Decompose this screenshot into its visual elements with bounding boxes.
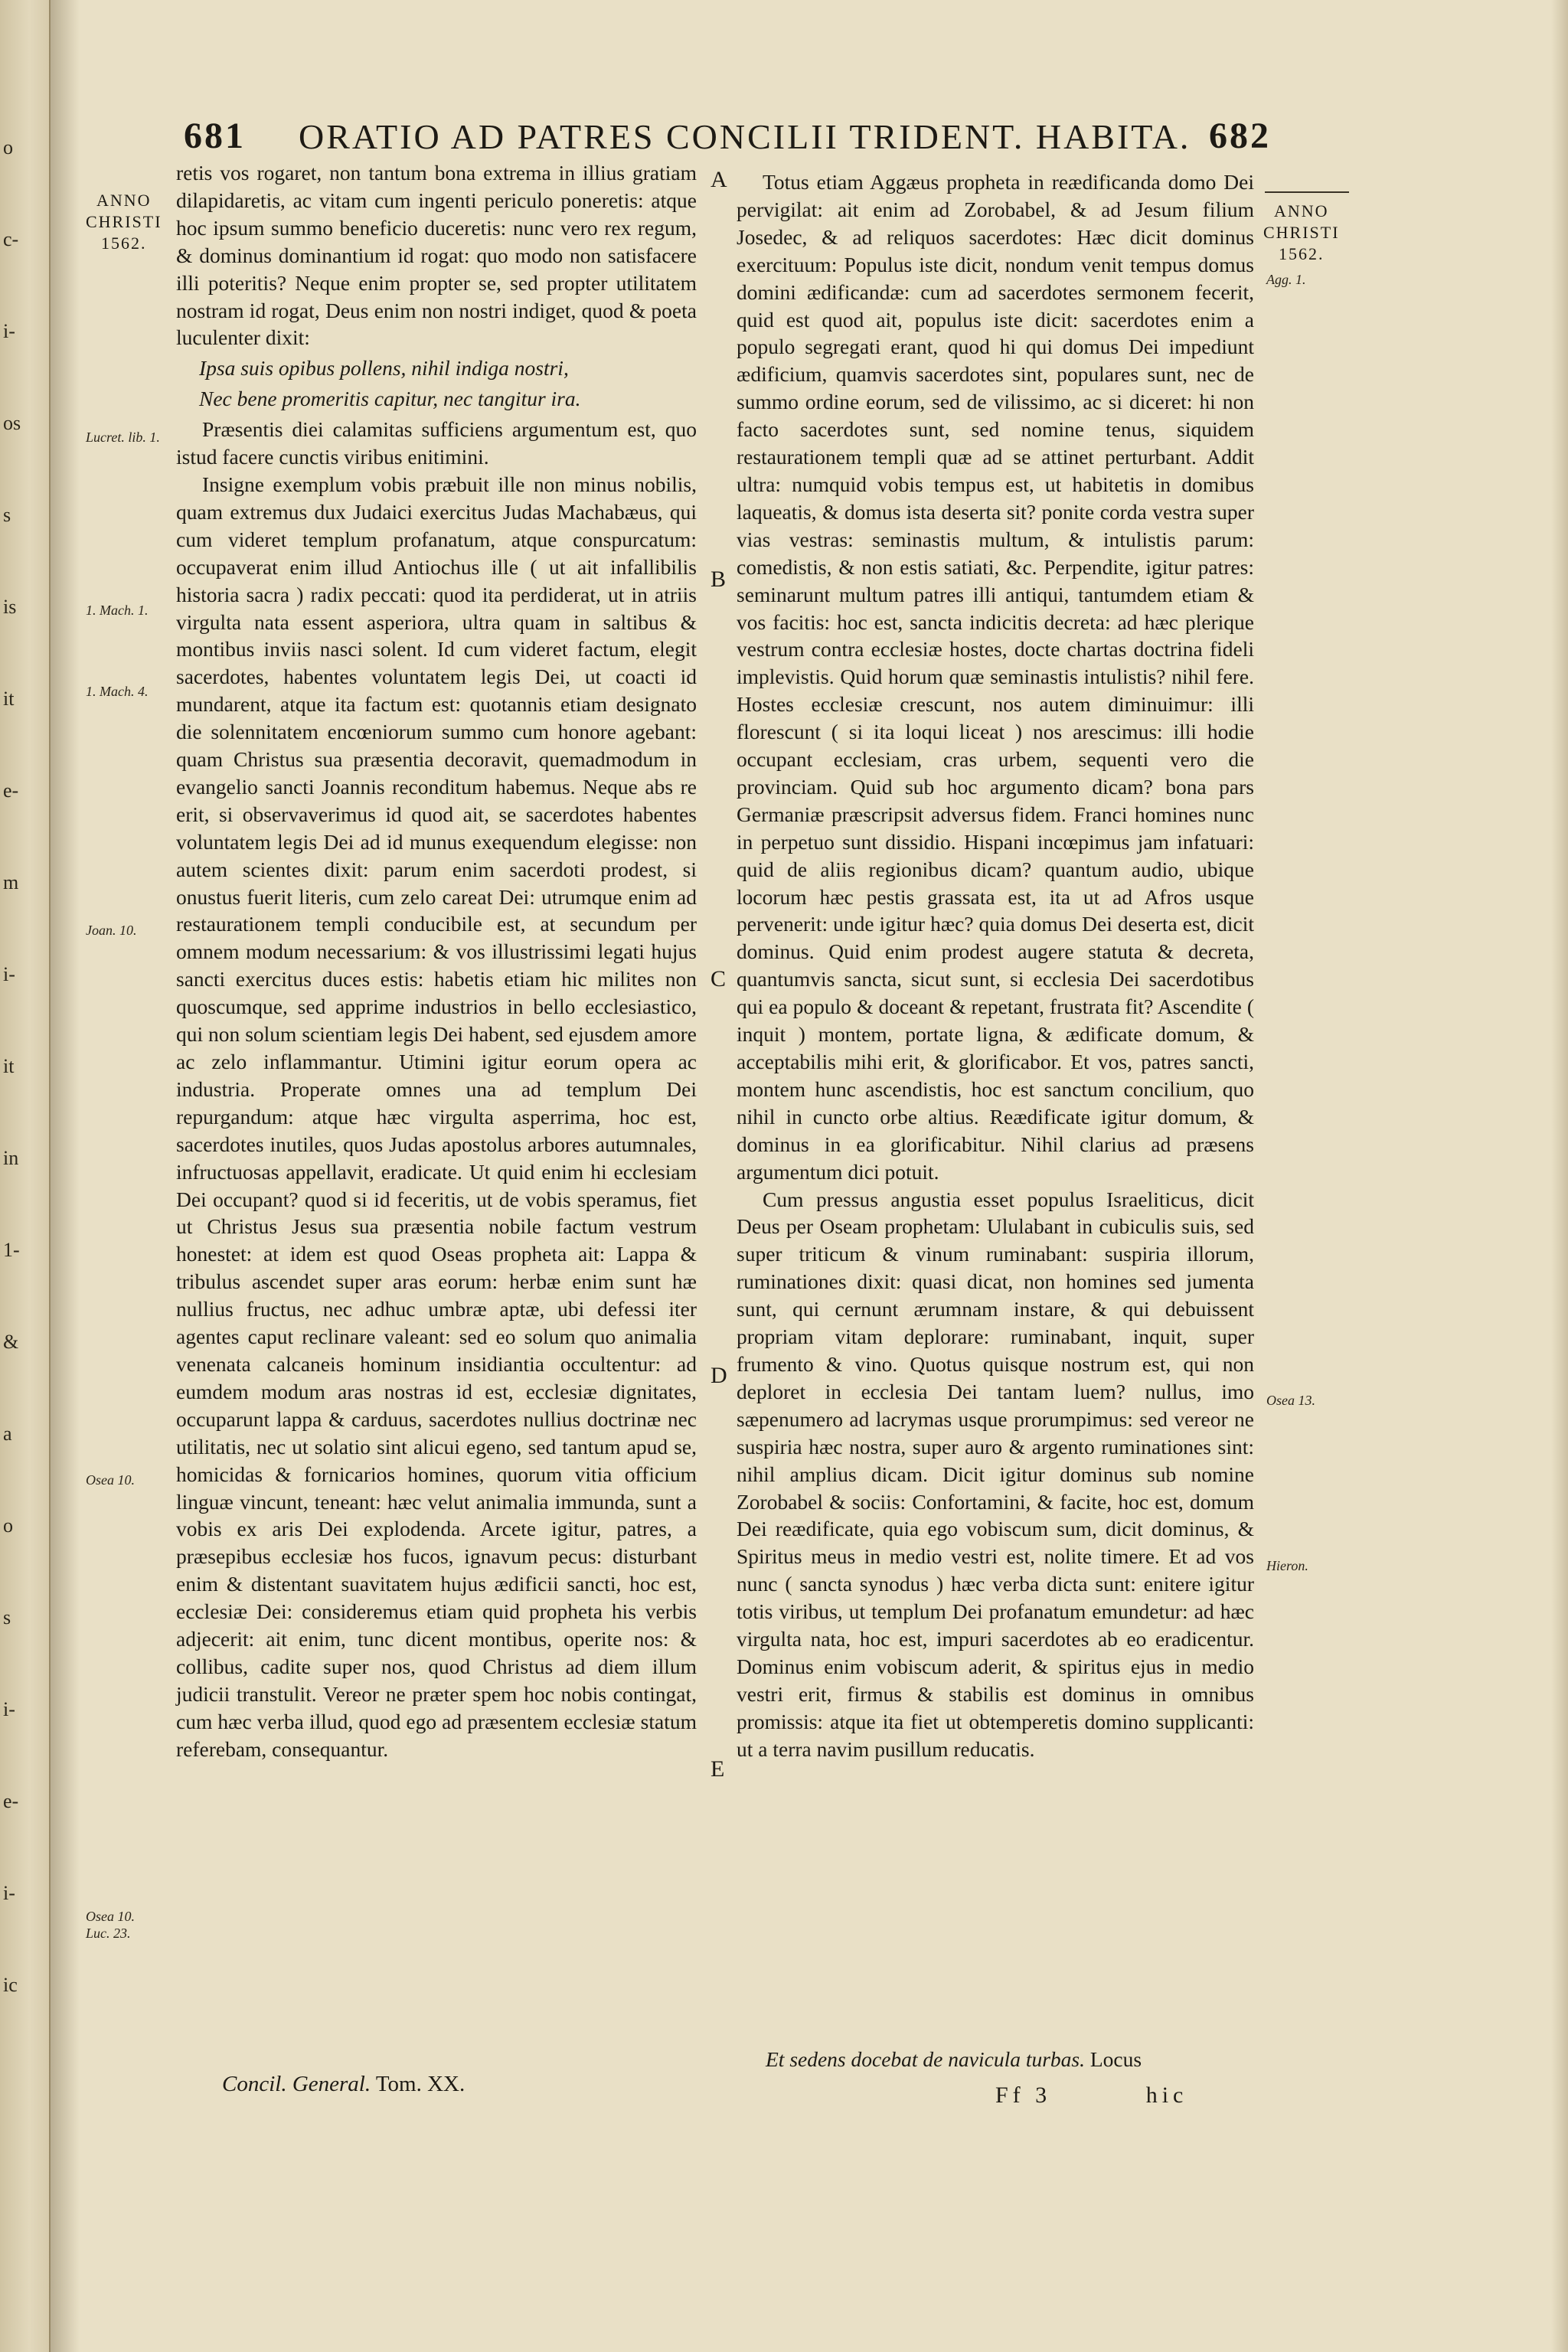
- previous-page-fragment: 1-: [3, 1239, 20, 1261]
- closing-word: Locus: [1089, 2047, 1142, 2071]
- margin-note: Joan. 10.: [86, 923, 137, 938]
- right-footer: [995, 2082, 1187, 2109]
- collection-title: Concil. General.: [222, 2072, 371, 2096]
- year-label: 1562.: [1279, 244, 1325, 263]
- paragraph: Insigne exemplum vobis præbuit ille non minus nobilis, quam extremus dux Judaici exercitus Judas Machabæus, qui cum videret templum profanatum, atque conspurcatum: occupaverat enim illud Antiochus ille ( ut ait infallibilis historia sacra ) radix peccati: quod ita perdiderat, ut in atriis virgulta nata essent asperiora, ultra quam in saltibus & montibus inviis nasci solent. Id cum videret factum, elegit sacerdotes, habentes voluntatem legis Dei, ut coacti id mundarent, atque ita factum est: quotannis etiam designato die solennitatem encœniorum summo cum honore agebant: quam Christus sua præsentia decoravit, quemadmodum in evangelio sancti Joannis reconditum habemus. Neque abs re erit, si observaverimus id quod ait, se sacerdotes habentes voluntatem legis Dei ad id munus exequendum elegisse: non autem scientes dixit: parum enim sacerdoti prodest, si onustus fuerit literis, cum zelo careat Dei: utrumque enim ad restaurationem templi conducibile est, at secundum per omnem modum necessarium: & vos illustrissimi legati hujus sancti exercitus duces estis: habetis etiam hic milites non quoscumque, sed apprime industrios in bello ecclesiastico, qui non solum scientiam legis Dei habent, sed ejusdem amore ac zelo inflammantur. Utimini igitur eorum opera ac industria. Properate omnes una ad templum Dei repurgandum: atque hæc virgulta asperrima, hoc est, sacerdotes inutiles, quos Judas apostolus arbores autumnales, infructuosas appellavit, eradicate. Ut quid enim hi ecclesiam Dei occupant? quod si id feceritis, ut de vobis speramus, fiet ut Christus Jesus sua præsentia nobile factum vestrum honestet: at idem est quod Oseas propheta ait: Lappa & tribulus ascendet super aras eorum: herbæ enim sunt hæ nullius fructus, nec adhuc umbræ aptæ, ubi defessi iter agentes caput reclinare valeant: sed eo solum quo animalia venenata calcaneis hominum insidiantia occultentur: ad eumdem modum aras nostras id est, ecclesiæ dignitates, occuparunt lappa & carduus, sacerdotes nullius doctrinæ nec utilitatis, nec ut solatio sint alicui egeno, sed tantum apud se, homicidas & fornicarios homines, quorum vitia officium linguæ vincunt, teneant: hæc velut animalia immunda, sunt a vobis ex aris Dei explodenda. Arcete igitur, patres, a præsepibus ecclesiæ hos fucos, ignavum pecus: disturbant enim & distentant suavitatem hujus ædificii sancti, hoc est, ecclesiæ Dei: consideremus etiam quid propheta his verbis adjecerit: ait enim, tunc dicent montibus, operite nos: & collibus, cadite super nos, quod Christus ad diem illum judicii transtulit. Vereor ne præter spem hoc nobis contingat, cum hæc verba illud, quod ego ad præsentem ecclesiæ statum referebam, consequantur.: [176, 472, 697, 1761]
- right-anno-christi: [1263, 201, 1340, 265]
- margin-note: Hieron.: [1266, 1558, 1308, 1573]
- left-column: [176, 159, 697, 1763]
- running-title: ORATIO AD PATRES CONCILII TRIDENT. HABITA.: [299, 117, 1191, 156]
- paragraph: Præsentis diei calamitas sufficiens argumentum est, quo istud facere cunctis viribus enitimini.: [176, 417, 697, 469]
- previous-page-fragment: i-: [3, 1882, 15, 1904]
- page-edge: [1551, 0, 1568, 2352]
- gutter-shadow: [49, 0, 80, 2352]
- running-header: [184, 115, 1271, 161]
- previous-page-fragment: o: [3, 136, 13, 158]
- margin-note: Osea 10.: [86, 1472, 135, 1488]
- anno-label: ANNO: [96, 191, 152, 210]
- margin-note: Osea 10. Luc. 23.: [86, 1909, 135, 1941]
- previous-page-fragment: o: [3, 1514, 13, 1537]
- section-letter-a: A: [710, 167, 727, 192]
- signature-mark: Ff 3: [995, 2082, 1052, 2108]
- previous-page-fragment: i-: [3, 1698, 15, 1720]
- margin-note: Agg. 1.: [1266, 272, 1306, 287]
- paragraph: retis vos rogaret, non tantum bona extrema in illius gratiam dilapidaretis, ac vitam cum ingenti periculo poneretis: atque hoc ipsum summo beneficio duceretis: nunc vero rex regum, & dominus dominantium id rogat: quo modo non satisfacere illi poteritis? Neque enim propter se, sed propter utilitatem nostram id rogat, Deus enim non nostri indiget, quod & poeta luculenter dixit:: [176, 161, 697, 350]
- previous-page-fragment: &: [3, 1331, 19, 1353]
- christi-label: CHRISTI: [86, 212, 162, 231]
- catchword: hic: [1145, 2082, 1188, 2108]
- margin-rule: [1265, 191, 1349, 193]
- previous-page-edge: [0, 0, 51, 2352]
- anno-label: ANNO: [1274, 201, 1329, 220]
- previous-page-fragment: e-: [3, 1790, 19, 1812]
- left-anno-christi: [86, 190, 162, 254]
- christi-label: CHRISTI: [1263, 223, 1340, 242]
- section-letter-b: B: [710, 567, 727, 592]
- previous-page-fragment: in: [3, 1147, 19, 1169]
- closing-line: [766, 2047, 1256, 2072]
- previous-page-fragment: it: [3, 688, 15, 710]
- previous-page-fragment: e-: [3, 779, 19, 802]
- previous-page-fragment: c-: [3, 228, 19, 250]
- volume-number: Tom. XX.: [375, 2072, 466, 2096]
- section-letter-e: E: [710, 1756, 725, 1782]
- previous-page-fragment: i-: [3, 320, 15, 342]
- margin-note: 1. Mach. 1.: [86, 603, 149, 618]
- paragraph: Totus etiam Aggæus propheta in reædificanda domo Dei pervigilat: ait enim ad Zorobabel, & ad Jesum filium Josedec, & ad reliquos sacerdotes: Hæc dicit dominus exercituum: Populus iste dicit, nondum venit tempus domus domini ædificandæ: cum ad sacerdotes sermonem fecerit, quid est quod ait, populus iste dicit: sacerdotes enim a populo segregati erant, quod hi qui domus Dei impediunt ædificium, quamvis sacerdotes sint, populares sunt, nec de summo ordine eorum, sed de vilissimo, ac si diceret: hi non facto sacerdotes sunt, sed nomine tenus, siquidem restaurationem templi quæ ad se attinet perturbant. Addit ultra: numquid vobis tempus est, ut habitetis in domibus laqueatis, & domus ista deserta sit? ponite corda vestra super vias vestras: seminastis multum, & intulistis parum: comedistis, & non estis satiati, &c. Perpendite, igitur patres: seminarunt multum patres illi antiqui, tantumdem etiam & vos facitis: hoc est, sancta indicitis decreta: ad hæc plerique vestrum contra ecclesiæ hostes, docte chartas doctrina fideli implevistis. Quid horum quæ seminastis intulistis? nihil fere. Hostes ecclesiæ crescunt, nos autem diminuimur: illi florescunt ( si ita loqui liceat ) nos arescimus: illi hodie occupant ecclesiam, cras urbem, sequenti vero die provinciam. Quid sub hoc argumento dicam? bona pars Germaniæ præscripsit adversus fidem. Franci homines nunc in perpetuo sunt dissidio. Hispani incœpimus jam infatuari: quid de aliis regionibus dicam? quantum audio, ubique locorum hæc pestis grassata est, ita ut ad Afros usque pervenerit: unde igitur hæc? quia domus Dei deserta est, dicit dominus. Quid enim prodest augere statuta & decreta, quantumvis sancta, sicut sunt, si ecclesia Dei sacerdotibus qui ea populo & doceant & repetant, frustrata fit? Ascendite ( inquit ) montem, portate ligna, & ædificate domum, & acceptabilis mihi erit, & glorificabor. Et vos, patres sancti, montem hunc ascendistis, hoc est sanctum concilium, quo nihil in cuncto orbe altius. Reædificate igitur domum, & dominus in ea glorificabitur. Nihil clarius ad præsens argumentum dici potuit.: [737, 170, 1254, 1184]
- right-page-number: 682: [1209, 116, 1271, 156]
- previous-page-fragment: is: [3, 596, 17, 618]
- left-page-number: 681: [184, 116, 246, 156]
- previous-page-fragment: s: [3, 504, 11, 526]
- previous-page-fragment: s: [3, 1606, 11, 1628]
- previous-page-fragment: os: [3, 412, 21, 434]
- year-label: 1562.: [101, 234, 147, 253]
- previous-page-fragment: i-: [3, 963, 15, 985]
- left-footer: [222, 2072, 465, 2097]
- previous-page-fragment: m: [3, 871, 19, 893]
- section-letter-c: C: [710, 966, 727, 991]
- margin-note: Lucret. lib. 1.: [86, 430, 160, 445]
- paragraph: Cum pressus angustia esset populus Israeliticus, dicit Deus per Oseam prophetam: Ululabant in cubiculis suis, sed super triticum & vinum ruminabant: suspiria illorum, ruminationes dixit: quasi dicat, non homines sed jumenta sunt, qui cernunt ærumnam instare, & qui debuissent propriam vitam deplorare: ruminabant, inquit, super frumento & vino. Quotus quisque nostrum est, qui non deploret in ecclesia Dei tantam luem? nullus, imo sæpenumero ad lacrymas usque prorumpimus: sed vereor ne suspiria hæc nostra, super auro & argento ruminationes sint: nihil amplius dicam. Dicit igitur dominus sub nomine Zorobabel & sociis: Confortamini, & facite, hoc est, domum Dei reædificate, quia ego vobiscum sum, dicit dominus, & Spiritus meus in medio vestri est, nolite timere. Et ad vos nunc ( sancta synodus ) hæc verba dicta sunt: enitere igitur totis viribus, ut templum Dei profanatum emundetur: ad hæc virgulta nata, hoc est, impuri sacerdotes ab eo eradicentur. Dominus enim vobiscum aderit, & spiritus ejus in medio vestri erit, firmus & stabilis est dominus in omnibus promissis: atque ita fiet ut obtemperetis domino supplicanti: ut a terra navim pusillum reducatis.: [737, 1187, 1254, 1761]
- right-column: [737, 168, 1254, 1763]
- previous-page-fragment: ic: [3, 1974, 18, 1996]
- section-letter-d: D: [710, 1363, 727, 1388]
- previous-page-fragment: it: [3, 1055, 15, 1077]
- previous-page-fragment: a: [3, 1423, 12, 1445]
- closing-quote: Et sedens docebat de navicula turbas.: [766, 2047, 1085, 2071]
- verse-line: Ipsa suis opibus pollens, nihil indiga nostri,: [199, 356, 569, 381]
- verse-line: Nec bene promeritis capitur, nec tangitur ira.: [199, 387, 581, 411]
- margin-note: 1. Mach. 4.: [86, 684, 149, 699]
- margin-note: Osea 13.: [1266, 1393, 1315, 1408]
